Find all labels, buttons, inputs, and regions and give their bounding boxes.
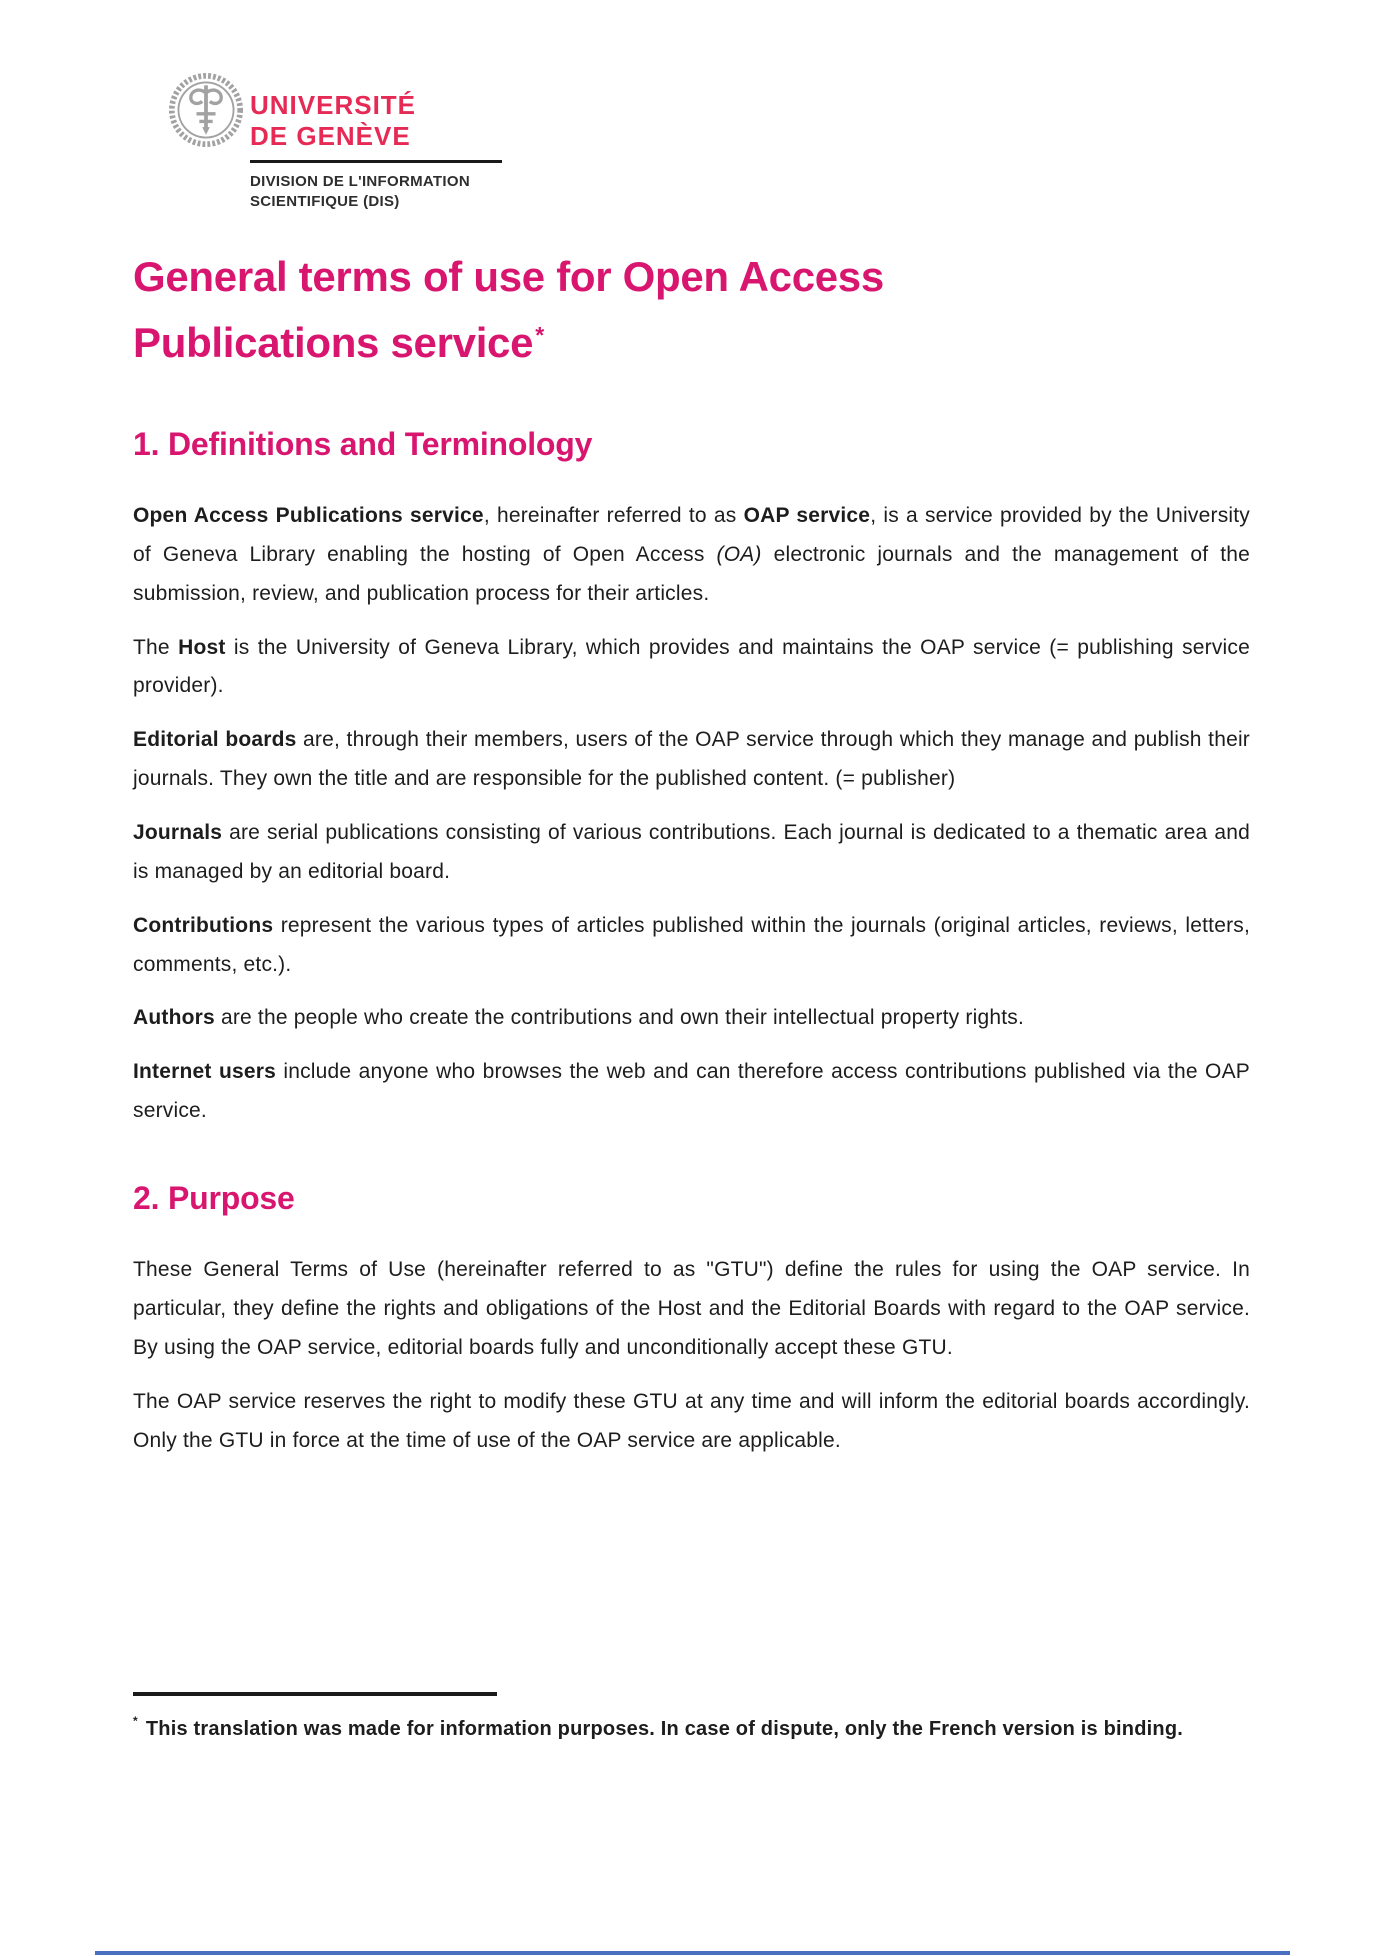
paragraph <box>133 999 1250 1038</box>
section-heading: 2. Purpose <box>133 1179 295 1216</box>
text-run: are, through their members, users of the OAP service through which they manage and publish their journals. They own the title and are responsible for the published content. (= publisher) <box>133 728 1251 791</box>
footnote-divider <box>133 1692 497 1696</box>
logo-division-line2: SCIENTIFIQUE (DIS) <box>250 192 400 210</box>
text-run: is the University of Geneva Library, which provides and maintains the OAP service (= publishing service provider). <box>133 635 1250 698</box>
logo-university-line1: UNIVERSITÉ <box>250 90 417 120</box>
footnote-body: This translation was made for information purposes. In case of dispute, only the French version is binding. <box>145 1718 1183 1740</box>
page-title-text: General terms of use for Open Access Publications service <box>133 253 884 367</box>
term-bold: Host <box>178 635 226 659</box>
term-bold: Contributions <box>133 913 274 937</box>
text-run: The <box>133 635 179 659</box>
footnote <box>133 1692 1250 1749</box>
term-bold: Open Access Publications service <box>133 504 484 528</box>
logo-division-name <box>250 172 470 211</box>
text-run: , is a service provided by the University of Geneva Library enabling the hosting of Open Access <box>133 504 1250 566</box>
title-footnote-marker: * <box>535 322 544 349</box>
paragraph <box>133 1053 1250 1131</box>
term-bold: OAP service <box>743 504 871 528</box>
text-run: include anyone who browses the web and can therefore access contributions published via the OAP service. <box>133 1060 1250 1123</box>
logo-university-line2: DE GENÈVE <box>250 120 411 151</box>
document-page <box>133 58 1250 1476</box>
document-body <box>133 425 1250 1461</box>
logo-university-name <box>250 90 416 151</box>
paragraph <box>133 1383 1250 1461</box>
bottom-blue-line <box>95 1951 1290 1955</box>
footnote-text <box>133 1710 1250 1749</box>
paragraph <box>133 497 1250 614</box>
term-bold: Editorial boards <box>133 728 297 752</box>
unige-seal-icon <box>168 72 244 148</box>
text-run: are serial publications consisting of various contributions. Each journal is dedicated to a thematic area and is managed by an editorial board. <box>133 821 1250 883</box>
paragraph <box>133 721 1250 799</box>
paragraph <box>133 629 1250 707</box>
text-run: represent the various types of articles published within the journals (original articles, reviews, letters, comments, etc.). <box>133 913 1250 976</box>
page-title <box>133 244 1118 377</box>
text-run: electronic journals and the management of the submission, review, and publication process for their articles. <box>133 542 1250 605</box>
term-bold: Journals <box>133 821 223 845</box>
footnote-marker: * <box>133 1714 138 1728</box>
paragraph <box>133 907 1250 985</box>
text-run: These General Terms of Use (hereinafter referred to as "GTU") define the rules for using the OAP service. In particular, they define the rights and obligations of the Host and the Editorial Boards with regard to the OAP service. By using the OAP service, editorial boards fully and unconditionally accept these GTU. <box>133 1258 1250 1359</box>
paragraph <box>133 1251 1250 1368</box>
logo-divider <box>250 160 502 163</box>
term-italic: (OA) <box>716 542 762 566</box>
unige-logo <box>133 58 1250 216</box>
text-run: The OAP service reserves the right to modify these GTU at any time and will inform the editorial boards accordingly. Only the GTU in force at the time of use of the OAP service are applicable. <box>133 1389 1250 1452</box>
term-bold: Authors <box>133 1006 215 1030</box>
term-bold: Internet users <box>133 1060 276 1084</box>
text-run: , hereinafter referred to as <box>483 504 744 528</box>
paragraph <box>133 814 1250 892</box>
logo-division-line1: DIVISION DE L'INFORMATION <box>250 173 470 190</box>
section-heading: 1. Definitions and Terminology <box>133 425 593 462</box>
text-run: are the people who create the contributions and own their intellectual property rights. <box>214 1006 1024 1030</box>
